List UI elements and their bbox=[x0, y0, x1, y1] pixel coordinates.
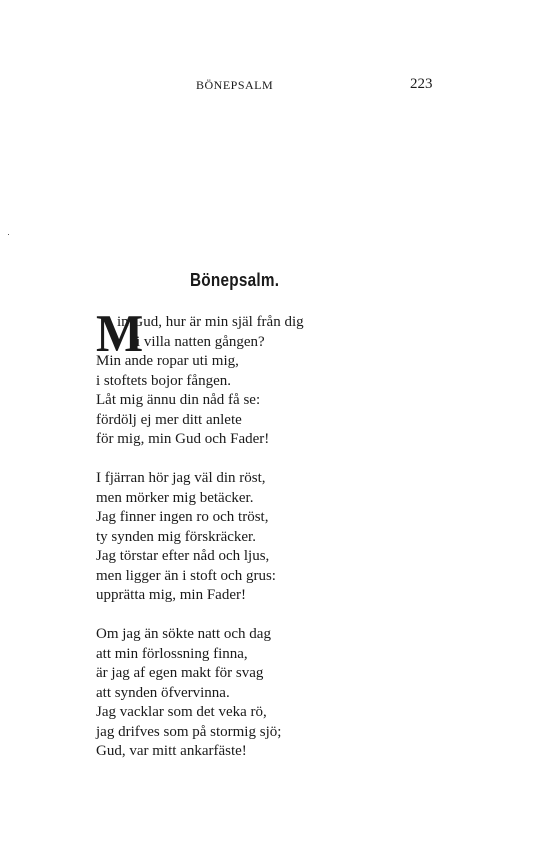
stanza-2 bbox=[96, 469, 396, 606]
poem-line: Jag finner ingen ro och tröst, bbox=[96, 509, 269, 525]
poem-line: men ligger än i stoft och grus: bbox=[96, 567, 276, 584]
poem-line: men mörker mig betäcker. bbox=[96, 489, 254, 506]
poem-title: Bönepsalm. bbox=[190, 270, 280, 290]
poem-line: Om jag än sökte natt och dag bbox=[96, 626, 271, 642]
stanza-1 bbox=[96, 303, 396, 450]
poem-line: Min ande ropar uti mig, bbox=[96, 353, 239, 369]
poem-line: Jag törstar efter nåd och ljus, bbox=[96, 548, 270, 564]
poem-line: att min förlossning finna, bbox=[96, 645, 248, 662]
page-number: 223 bbox=[410, 76, 433, 92]
running-head: BÖNEPSALM bbox=[196, 78, 274, 92]
poem-line: jag drifves som på stormig sjö; bbox=[96, 723, 282, 740]
scan-speck bbox=[8, 234, 9, 235]
poem-line: upprätta mig, min Fader! bbox=[96, 587, 246, 603]
poem-line: Gud, var mitt ankarfäste! bbox=[96, 743, 247, 759]
poem-line: in Gud, hur är min själ från dig bbox=[117, 314, 304, 330]
poem-line: att synden öfvervinna. bbox=[96, 684, 230, 701]
poem-line: i villa natten gången? bbox=[136, 333, 265, 350]
poem-line: är jag af egen makt för svag bbox=[96, 665, 264, 681]
poem-line: för mig, min Gud och Fader! bbox=[96, 431, 270, 447]
poem-line: i stoftets bojor fången. bbox=[96, 372, 231, 389]
poem-line: fördölj ej mer ditt anlete bbox=[96, 411, 242, 428]
stanza-3 bbox=[96, 625, 396, 762]
poem-line: Jag vacklar som det veka rö, bbox=[96, 704, 267, 720]
poem-body bbox=[96, 303, 396, 781]
drop-cap: M bbox=[96, 303, 144, 363]
poem-line: ty synden mig förskräcker. bbox=[96, 528, 256, 545]
poem-line: I fjärran hör jag väl din röst, bbox=[96, 470, 266, 486]
poem-line: Låt mig ännu din nåd få se: bbox=[96, 392, 261, 408]
